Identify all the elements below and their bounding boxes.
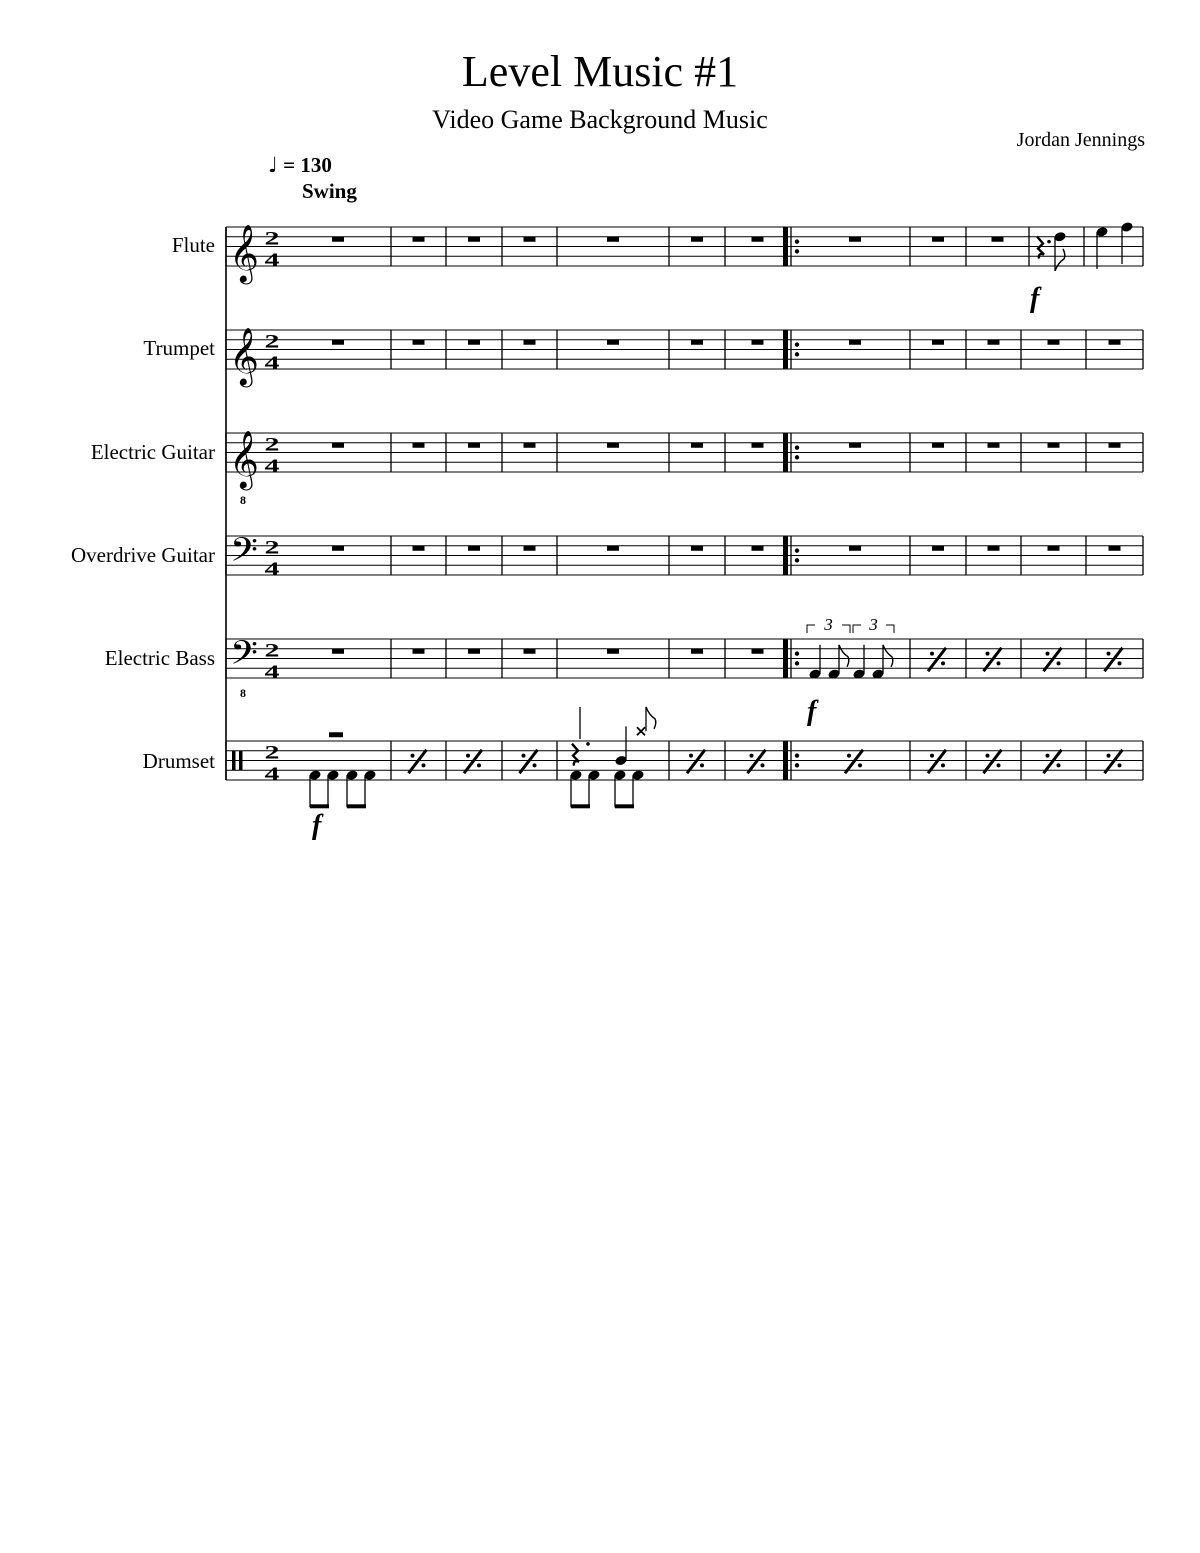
measure-9: [932, 546, 944, 551]
whole-rest: [524, 546, 536, 551]
measure-3: [468, 237, 480, 242]
whole-rest: [332, 546, 344, 551]
measure-repeat-slash: [1105, 648, 1123, 672]
measure-4: [524, 649, 536, 654]
whole-rest: [988, 340, 1000, 345]
measure-repeat-dot: [847, 754, 851, 758]
measure-repeat-dot: [1057, 661, 1061, 665]
measure-repeat-slash: [984, 750, 1002, 774]
whole-rest: [691, 546, 703, 551]
measure-5: [569, 707, 655, 808]
beam: [571, 804, 590, 808]
measure-6: [691, 443, 703, 448]
whole-rest: [691, 649, 703, 654]
measure-1: [332, 340, 344, 345]
repeat-dot: [795, 651, 799, 655]
percussion-clef-icon: [232, 751, 236, 771]
repeat-start-thick-barline: [783, 536, 788, 575]
whole-rest: [524, 649, 536, 654]
measure-repeat-dot: [986, 652, 990, 656]
measure-12: [1109, 546, 1121, 551]
measure-repeat-slash: [845, 750, 863, 774]
measure-9: [932, 237, 944, 242]
measure-9: [932, 340, 944, 345]
measure-9: [928, 648, 946, 672]
measure-7: [752, 649, 764, 654]
measure-6: [687, 750, 705, 774]
whole-rest: [468, 649, 480, 654]
measure-repeat-slash: [409, 750, 427, 774]
measure-10: [992, 237, 1004, 242]
whole-rest: [849, 546, 861, 551]
whole-rest: [752, 237, 764, 242]
measure-6: [691, 546, 703, 551]
measure-1: [332, 443, 344, 448]
measure-12: [1109, 443, 1121, 448]
measure-repeat-dot: [1118, 763, 1122, 767]
score-subtitle: Video Game Background Music: [432, 105, 768, 134]
whole-rest: [413, 546, 425, 551]
time-signature-lower: 4: [264, 662, 280, 683]
measure-repeat-dot: [930, 754, 934, 758]
staff-trumpet: [226, 327, 1143, 388]
measure-repeat-dot: [1107, 652, 1111, 656]
measure-3: [468, 546, 480, 551]
whole-rest: [1109, 546, 1121, 551]
whole-rest: [332, 649, 344, 654]
note-flag: [1055, 249, 1065, 271]
measure-2: [413, 237, 425, 242]
measure-4: [524, 237, 536, 242]
repeat-start-thick-barline: [783, 639, 788, 678]
instrument-label-trumpet: Trumpet: [143, 336, 215, 360]
dynamic-forte-drums: f: [312, 810, 322, 841]
measure-repeat-dot: [700, 763, 704, 767]
dynamic-forte-bass: f: [807, 696, 817, 727]
quarter-rest: [572, 744, 579, 766]
octave-mark: 8: [240, 493, 246, 507]
whole-rest: [607, 546, 619, 551]
whole-rest: [849, 340, 861, 345]
time-signature-lower: 4: [264, 559, 280, 580]
repeat-dot: [795, 445, 799, 449]
staff-flute: [226, 221, 1143, 285]
treble-clef-icon: 𝄞: [229, 224, 259, 282]
measure-4: [524, 443, 536, 448]
whole-rest: [413, 237, 425, 242]
whole-rest: [1048, 340, 1060, 345]
measure-5: [607, 546, 619, 551]
staff-drumset: [226, 707, 1143, 808]
repeat-dot: [795, 548, 799, 552]
bass-clef-icon: 𝄢: [230, 531, 258, 578]
tempo-value: = 130: [283, 153, 332, 177]
whole-rest: [1109, 443, 1121, 448]
measure-repeat-dot: [1046, 652, 1050, 656]
measure-8: [849, 237, 861, 242]
repeat-dot: [795, 455, 799, 459]
whole-rest: [524, 340, 536, 345]
measure-3: [468, 340, 480, 345]
whole-rest: [1048, 546, 1060, 551]
measure-repeat-dot: [466, 754, 470, 758]
whole-rest: [468, 237, 480, 242]
whole-rest: [332, 340, 344, 345]
measure-2: [413, 340, 425, 345]
time-signature-lower: 4: [264, 764, 280, 785]
measure-9: [928, 750, 946, 774]
repeat-dot: [795, 558, 799, 562]
instrument-label-drumset: Drumset: [142, 749, 215, 773]
measure-8: [849, 340, 861, 345]
measure-repeat-dot: [986, 754, 990, 758]
staff-electric-guitar: [226, 430, 1143, 507]
whole-rest: [607, 237, 619, 242]
measure-repeat-dot: [411, 754, 415, 758]
repeat-start-thick-barline: [783, 741, 788, 780]
whole-rest: [752, 649, 764, 654]
repeat-dot: [795, 249, 799, 253]
measure-repeat-dot: [997, 661, 1001, 665]
whole-rest: [932, 340, 944, 345]
measure-8: [849, 546, 861, 551]
time-signature-lower: 4: [264, 456, 280, 477]
beam: [310, 804, 329, 808]
repeat-start-thick-barline: [783, 330, 788, 369]
whole-rest: [524, 237, 536, 242]
measure-repeat-slash: [748, 750, 766, 774]
tuplet-number: 3: [824, 615, 833, 634]
measure-repeat-slash: [1105, 750, 1123, 774]
whole-rest: [752, 340, 764, 345]
measure-repeat-dot: [1057, 763, 1061, 767]
measure-11: [1044, 648, 1062, 672]
note-flag: [646, 707, 656, 729]
measure-12: [1105, 750, 1123, 774]
percussion-clef-icon: [239, 751, 243, 771]
measure-2: [413, 649, 425, 654]
whole-rest: [468, 546, 480, 551]
measure-7: [752, 443, 764, 448]
whole-rest: [332, 237, 344, 242]
measure-11: [1044, 750, 1062, 774]
measure-6: [691, 340, 703, 345]
whole-rest: [329, 732, 343, 737]
repeat-dot: [795, 763, 799, 767]
measure-4: [520, 750, 538, 774]
measure-repeat-dot: [477, 763, 481, 767]
measure-repeat-dot: [941, 763, 945, 767]
whole-rest: [988, 546, 1000, 551]
measure-repeat-dot: [941, 661, 945, 665]
whole-rest: [752, 546, 764, 551]
measure-repeat-slash: [687, 750, 705, 774]
instrument-label-flute: Flute: [171, 233, 215, 257]
measure-repeat-dot: [689, 754, 693, 758]
repeat-start-thick-barline: [783, 227, 788, 266]
note-dot: [586, 742, 590, 746]
whole-rest: [1048, 443, 1060, 448]
bass-clef-icon: 𝄢: [230, 634, 258, 681]
measure-7: [752, 340, 764, 345]
octave-mark: 8: [240, 686, 246, 700]
treble-clef-icon: 𝄞: [229, 430, 259, 488]
measure-repeat-dot: [858, 763, 862, 767]
measure-repeat-slash: [984, 648, 1002, 672]
time-signature-lower: 4: [264, 250, 280, 271]
time-signature-upper: 2: [264, 537, 280, 559]
repeat-dot: [795, 342, 799, 346]
whole-rest: [524, 443, 536, 448]
x-notehead-hihat: [637, 727, 645, 735]
quarter-note-icon: ♩: [268, 153, 278, 177]
whole-rest: [992, 237, 1004, 242]
measure-repeat-dot: [997, 763, 1001, 767]
measure-repeat-dot: [422, 763, 426, 767]
dynamic-forte-flute: f: [1030, 283, 1040, 314]
measure-12: [1109, 340, 1121, 345]
measure-repeat-slash: [1044, 648, 1062, 672]
measure-repeat-slash: [1044, 750, 1062, 774]
measure-repeat-dot: [522, 754, 526, 758]
measure-7: [752, 546, 764, 551]
repeat-dot: [795, 239, 799, 243]
measure-5: [607, 340, 619, 345]
whole-rest: [413, 649, 425, 654]
measure-5: [607, 237, 619, 242]
time-signature-upper: 2: [264, 228, 280, 250]
whole-rest: [607, 443, 619, 448]
whole-rest: [468, 340, 480, 345]
measure-repeat-dot: [930, 652, 934, 656]
whole-rest: [413, 340, 425, 345]
measure-repeat-dot: [1107, 754, 1111, 758]
repeat-dot: [795, 352, 799, 356]
measure-9: [932, 443, 944, 448]
measure-repeat-dot: [750, 754, 754, 758]
whole-rest: [988, 443, 1000, 448]
rest-dot: [1047, 240, 1051, 244]
whole-rest: [1109, 340, 1121, 345]
tuplet-number: 3: [869, 615, 878, 634]
measure-7: [748, 750, 766, 774]
measure-12: [1105, 648, 1123, 672]
measure-12: [1095, 221, 1133, 269]
measure-3: [468, 649, 480, 654]
whole-rest: [691, 237, 703, 242]
measure-10: [988, 340, 1000, 345]
whole-rest: [332, 443, 344, 448]
staff-overdrive-guitar: [226, 531, 1143, 579]
whole-rest: [849, 237, 861, 242]
measure-10: [984, 750, 1002, 774]
measure-repeat-slash: [520, 750, 538, 774]
measure-6: [691, 237, 703, 242]
measure-8: [849, 443, 861, 448]
beam: [615, 804, 634, 808]
note-flag: [839, 645, 849, 667]
measure-11: [1048, 546, 1060, 551]
measure-4: [524, 340, 536, 345]
whole-rest: [691, 340, 703, 345]
whole-rest: [932, 443, 944, 448]
quarter-rest: [1037, 237, 1044, 259]
whole-rest: [413, 443, 425, 448]
measure-repeat-dot: [1118, 661, 1122, 665]
measure-repeat-dot: [1046, 754, 1050, 758]
measure-repeat-slash: [928, 648, 946, 672]
measure-3: [468, 443, 480, 448]
measure-1: [332, 237, 344, 242]
beam: [347, 804, 366, 808]
measure-6: [691, 649, 703, 654]
time-signature-upper: 2: [264, 742, 280, 764]
time-signature-upper: 2: [264, 434, 280, 456]
time-signature-upper: 2: [264, 640, 280, 662]
repeat-start-thick-barline: [783, 433, 788, 472]
style-marking: Swing: [302, 179, 357, 203]
whole-rest: [752, 443, 764, 448]
composer: Jordan Jennings: [1016, 129, 1145, 151]
time-signature-upper: 2: [264, 331, 280, 353]
measure-8: [845, 750, 863, 774]
repeat-dot: [795, 661, 799, 665]
measure-5: [607, 649, 619, 654]
measure-2: [413, 443, 425, 448]
measure-repeat-dot: [761, 763, 765, 767]
score-title: Level Music #1: [461, 47, 739, 96]
measure-7: [752, 237, 764, 242]
instrument-label-electric-guitar: Electric Guitar: [90, 440, 215, 464]
measure-4: [524, 546, 536, 551]
whole-rest: [932, 546, 944, 551]
measure-repeat-slash: [464, 750, 482, 774]
whole-rest: [932, 237, 944, 242]
measure-10: [984, 648, 1002, 672]
treble-clef-icon: 𝄞: [229, 327, 259, 385]
measure-10: [988, 546, 1000, 551]
measure-1: [332, 546, 344, 551]
instrument-label-overdrive-guitar: Overdrive Guitar: [70, 543, 215, 567]
measure-3: [464, 750, 482, 774]
measure-10: [988, 443, 1000, 448]
repeat-dot: [795, 753, 799, 757]
whole-rest: [468, 443, 480, 448]
whole-rest: [607, 649, 619, 654]
whole-rest: [691, 443, 703, 448]
whole-rest: [607, 340, 619, 345]
measure-8: [807, 615, 894, 680]
instrument-label-electric-bass: Electric Bass: [104, 646, 215, 670]
time-signature-lower: 4: [264, 353, 280, 374]
whole-rest: [849, 443, 861, 448]
measure-11: [1048, 443, 1060, 448]
note-flag: [883, 645, 893, 667]
measure-2: [409, 750, 427, 774]
measure-11: [1048, 340, 1060, 345]
measure-repeat-dot: [533, 763, 537, 767]
measure-1: [332, 649, 344, 654]
measure-2: [413, 546, 425, 551]
measure-5: [607, 443, 619, 448]
measure-repeat-slash: [928, 750, 946, 774]
staff-electric-bass: [226, 615, 1143, 700]
